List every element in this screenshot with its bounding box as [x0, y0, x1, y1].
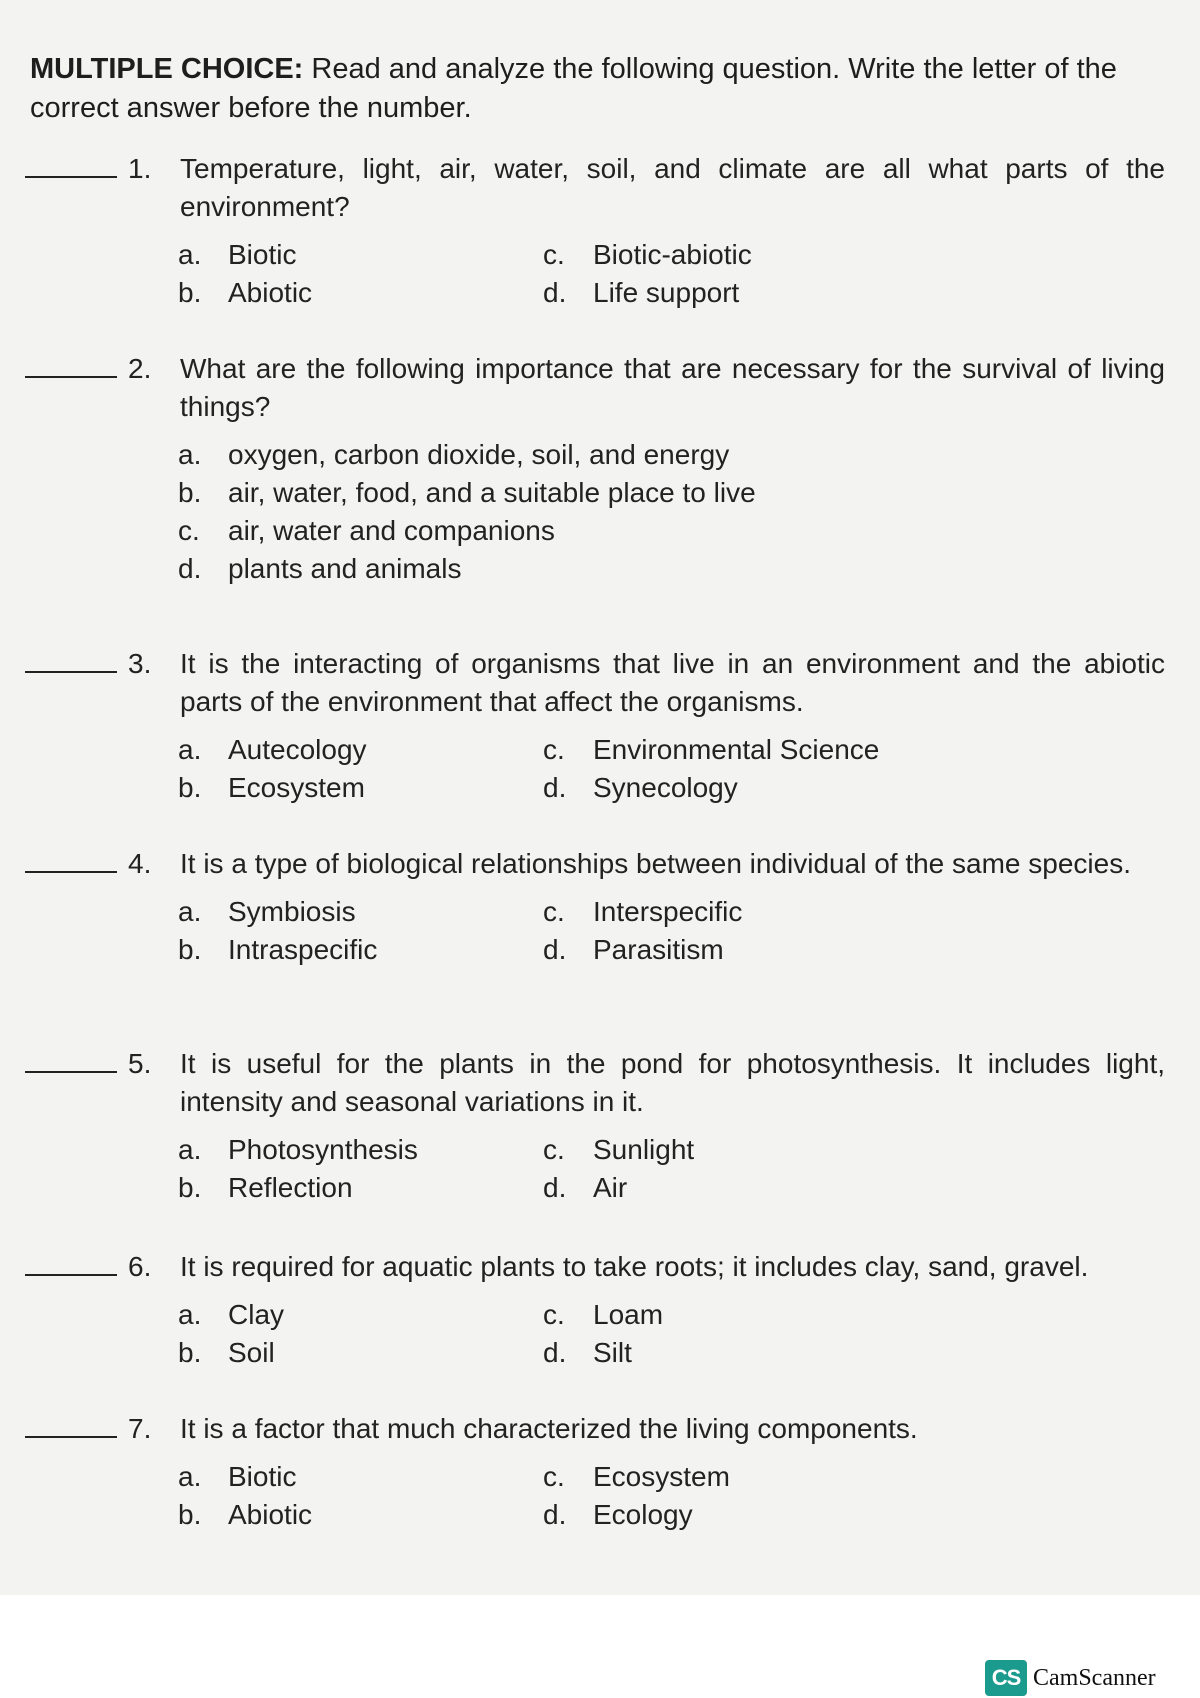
question-stem: It is the interacting of organisms that live in an environment and the abiotic parts of the environment that affect the organisms.	[180, 648, 1165, 717]
choice-a: a. Symbiosis	[178, 896, 356, 927]
choice-a: a. Autecology	[178, 734, 367, 765]
question-stem: It is required for aquatic plants to take roots; it includes clay, sand, gravel.	[180, 1251, 1089, 1282]
choice-b: b. Reflection	[178, 1172, 353, 1203]
question-number: 5.	[128, 1048, 152, 1079]
answer-blank[interactable]	[25, 1071, 117, 1073]
instruction-text: Read and analyze the following question. Write the letter of the correct answer before the number.	[30, 53, 1117, 124]
question-number: 2.	[128, 353, 152, 384]
choice-a: a. Photosynthesis	[178, 1134, 418, 1165]
instructions	[30, 50, 1165, 128]
choices	[178, 893, 1165, 969]
choice-c: c. Environmental Science	[543, 734, 880, 765]
choice-a: a. oxygen, carbon dioxide, soil, and energy	[178, 439, 730, 470]
answer-blank[interactable]	[25, 176, 117, 178]
choices	[178, 236, 1165, 312]
choice-c: c. Biotic-abiotic	[543, 239, 752, 270]
choice-b: b. Abiotic	[178, 277, 313, 308]
question-stem: What are the following importance that are necessary for the survival of living things?	[180, 353, 1165, 422]
choice-c: c. Loam	[543, 1299, 664, 1330]
choice-d: d. plants and animals	[178, 553, 462, 584]
choice-b: b. Abiotic	[178, 1499, 313, 1530]
question-number: 6.	[128, 1251, 152, 1282]
choice-c: c. Sunlight	[543, 1134, 695, 1165]
question-4	[25, 845, 1165, 969]
question-stem: It is a type of biological relationships between individual of the same species.	[180, 848, 1131, 879]
choice-d: d. Parasitism	[543, 934, 724, 965]
choice-b: b. Soil	[178, 1337, 275, 1368]
section-label: MULTIPLE CHOICE:	[30, 53, 304, 85]
choice-b: b. air, water, food, and a suitable place to live	[178, 477, 756, 508]
question-number: 1.	[128, 153, 152, 184]
choice-b: b. Intraspecific	[178, 934, 378, 965]
choices	[178, 1131, 1165, 1207]
choice-c: c. air, water and companions	[178, 515, 555, 546]
answer-blank[interactable]	[25, 671, 117, 673]
question-stem: It is a factor that much characterized the living components.	[180, 1413, 918, 1444]
camscanner-watermark	[985, 1660, 1156, 1696]
question-7	[25, 1410, 1165, 1534]
choice-d: d. Synecology	[543, 772, 738, 803]
camscanner-text: CamScanner	[1033, 1664, 1156, 1691]
question-number: 7.	[128, 1413, 152, 1444]
choices	[178, 1458, 1165, 1534]
question-6	[25, 1248, 1165, 1372]
question-2	[25, 350, 1165, 588]
choice-d: d. Ecology	[543, 1499, 693, 1530]
choice-c: c. Interspecific	[543, 896, 743, 927]
question-stem: It is useful for the plants in the pond for photosynthesis. It includes light, intensity and seasonal variations in it.	[180, 1048, 1165, 1117]
answer-blank[interactable]	[25, 871, 117, 873]
choices	[178, 436, 1165, 588]
choice-d: d. Air	[543, 1172, 628, 1203]
choices	[178, 1296, 1165, 1372]
choice-c: c. Ecosystem	[543, 1461, 730, 1492]
choice-d: d. Silt	[543, 1337, 632, 1368]
choice-a: a. Clay	[178, 1299, 285, 1330]
question-1	[25, 150, 1165, 312]
camscanner-logo-icon: CS	[985, 1660, 1027, 1696]
question-5	[25, 1045, 1165, 1207]
choice-b: b. Ecosystem	[178, 772, 365, 803]
choice-d: d. Life support	[543, 277, 740, 308]
choice-a: a. Biotic	[178, 239, 297, 270]
question-stem: Temperature, light, air, water, soil, and climate are all what parts of the environment?	[180, 153, 1165, 222]
answer-blank[interactable]	[25, 1274, 117, 1276]
question-number: 4.	[128, 848, 152, 879]
question-3	[25, 645, 1165, 807]
question-number: 3.	[128, 648, 152, 679]
choices	[178, 731, 1165, 807]
answer-blank[interactable]	[25, 376, 117, 378]
choice-a: a. Biotic	[178, 1461, 297, 1492]
answer-blank[interactable]	[25, 1436, 117, 1438]
